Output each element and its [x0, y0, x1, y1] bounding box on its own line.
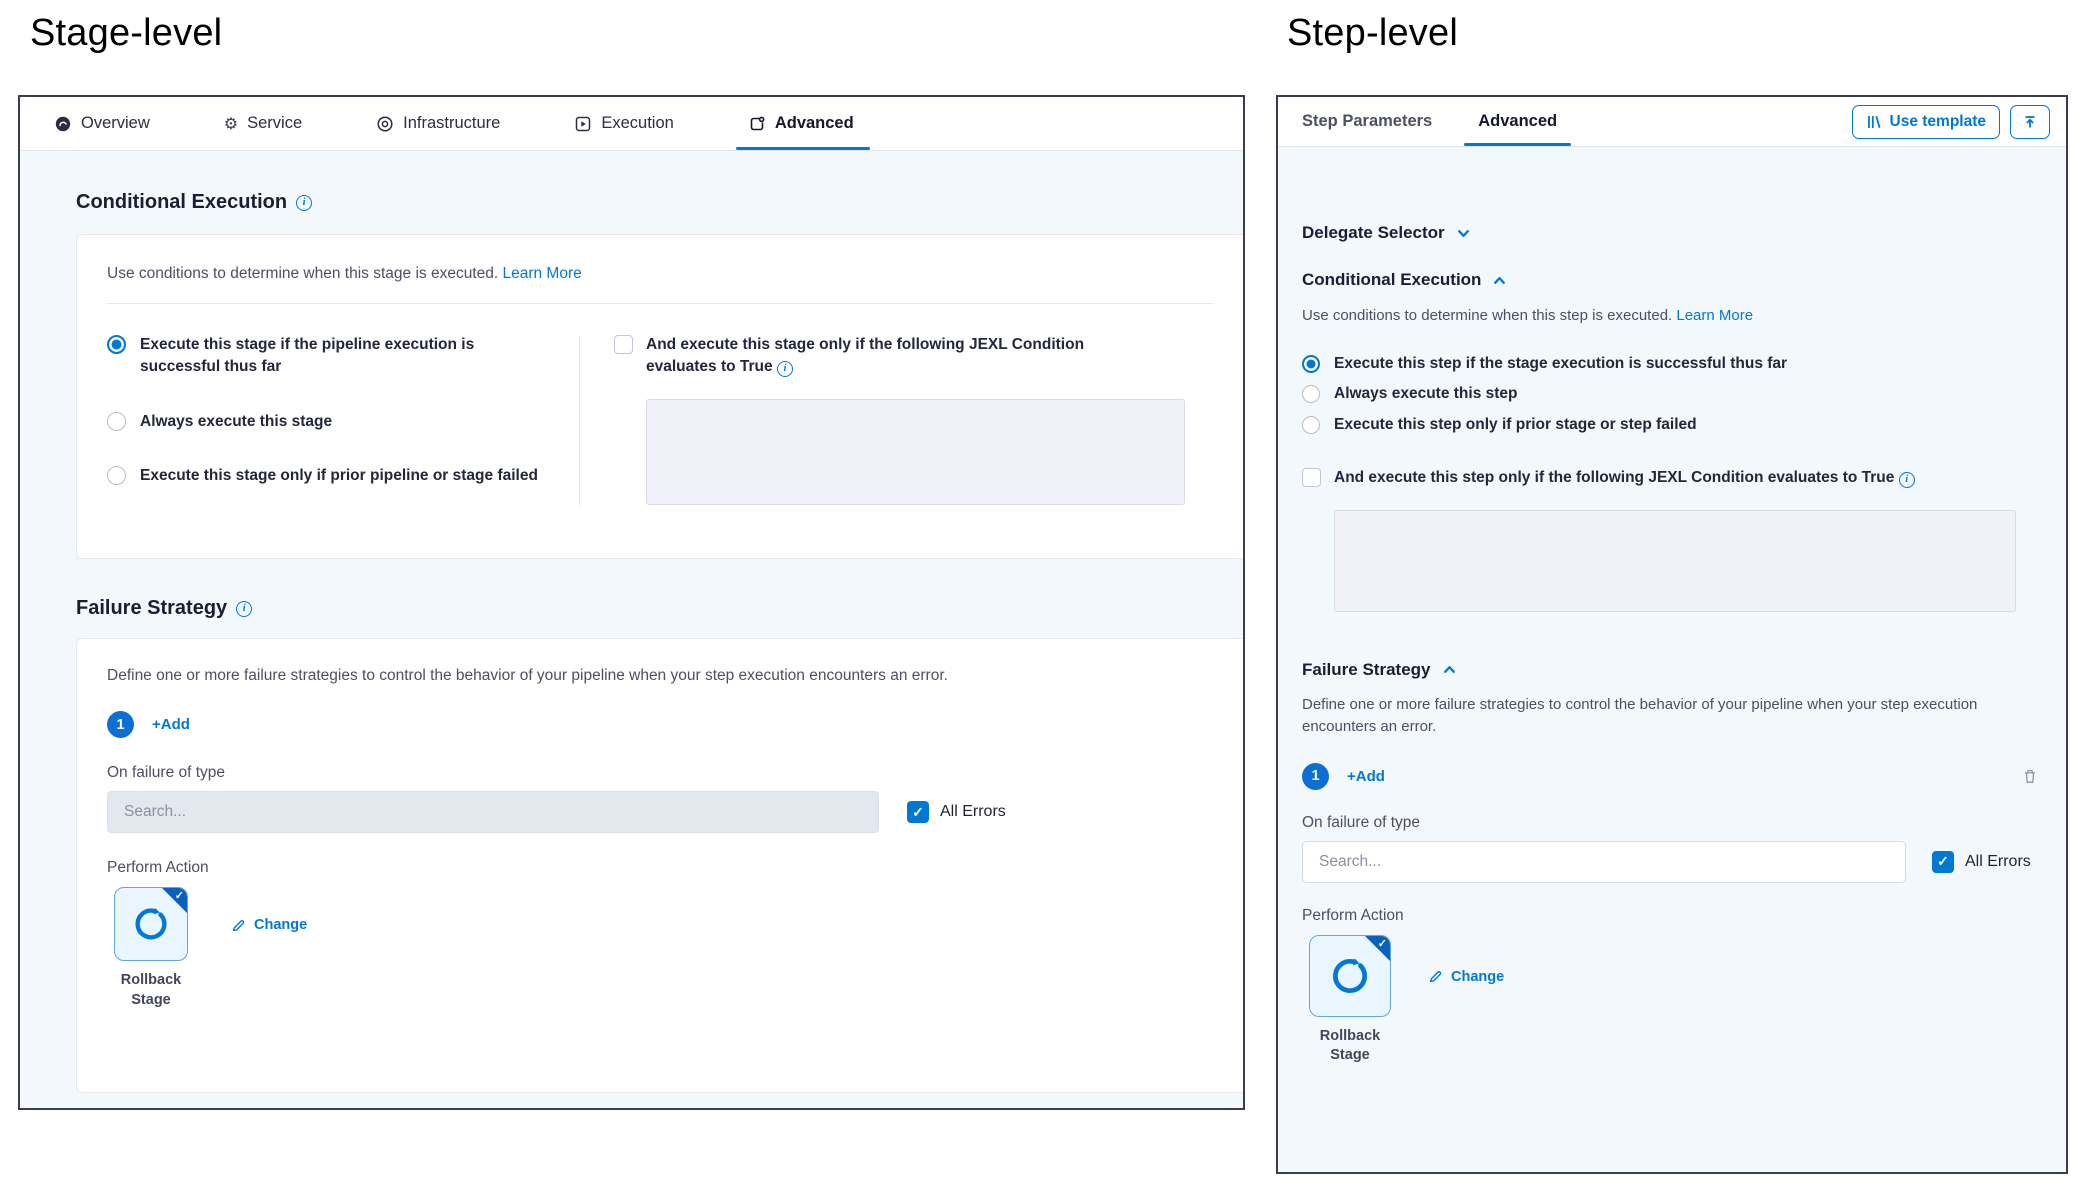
all-errors-checkbox[interactable]: ✓: [907, 801, 929, 823]
failure-type-search-input[interactable]: [1302, 841, 1906, 883]
change-action-link[interactable]: Change: [231, 915, 307, 935]
chevron-up-icon: [1492, 273, 1507, 288]
radio-option-prior-failed[interactable]: Execute this step only if prior stage or step failed: [1302, 416, 2042, 435]
radio-option-prior-failed[interactable]: Execute this stage only if prior pipeline or stage failed: [107, 465, 553, 487]
radio-unselected[interactable]: [1302, 416, 1320, 434]
advanced-icon: [748, 115, 766, 133]
tab-step-parameters[interactable]: [1302, 97, 1432, 146]
failure-strategy-description: Define one or more failure strategies to control the behavior of your pipeline when your step execution encounters an error.: [1302, 695, 1978, 736]
failure-strategy-card: [76, 638, 1243, 1093]
check-icon: ✓: [1377, 937, 1387, 950]
jexl-condition-checkbox-row[interactable]: And execute this stage only if the following JEXL Condition evaluates to True i: [614, 334, 1185, 379]
perform-action-label: Perform Action: [107, 859, 209, 876]
chevron-down-icon: [1456, 226, 1471, 241]
execution-icon: [574, 115, 592, 133]
conditional-execution-header[interactable]: Conditional Execution: [1302, 270, 2042, 290]
tab-infrastructure[interactable]: [376, 97, 500, 150]
save-as-template-button[interactable]: [2010, 105, 2050, 139]
radio-option-always-execute[interactable]: Always execute this step: [1302, 385, 2042, 404]
execution-condition-radio-group: [107, 334, 553, 505]
conditional-execution-title: Conditional Execution i: [76, 191, 1243, 214]
tab-label: Infrastructure: [403, 114, 501, 132]
change-action-link[interactable]: Change: [1428, 967, 1504, 987]
check-icon: ✓: [174, 890, 184, 902]
pencil-icon: [231, 918, 246, 933]
tab-label: Service: [247, 114, 303, 132]
radio-option-pipeline-success[interactable]: Execute this stage if the pipeline execution is successful thus far: [107, 334, 553, 379]
tab-label: Advanced: [774, 114, 854, 132]
info-icon[interactable]: i: [1899, 472, 1915, 488]
all-errors-checkbox-row[interactable]: ✓ All Errors: [907, 801, 1006, 823]
pencil-icon: [1428, 969, 1443, 984]
tab-label: Overview: [81, 114, 150, 132]
rollback-stage-action-tile[interactable]: [114, 887, 188, 961]
conditional-execution-description: Use conditions to determine when this step is executed. Learn More: [1302, 307, 1754, 324]
failure-type-search-input[interactable]: [107, 791, 879, 833]
action-tile-label: Rollback Stage: [1319, 1027, 1381, 1064]
tab-label: Advanced: [1478, 112, 1558, 130]
radio-option-always-execute[interactable]: Always execute this stage: [107, 411, 553, 433]
service-icon: ⚙: [223, 115, 239, 133]
stage-advanced-content: [20, 151, 1243, 1108]
stage-tab-bar: [20, 97, 1243, 151]
learn-more-link[interactable]: Learn More: [1676, 307, 1754, 324]
step-advanced-content: [1278, 147, 2066, 1172]
jexl-checkbox[interactable]: [614, 335, 633, 354]
trash-icon: [2022, 768, 2038, 785]
tab-label: Execution: [601, 114, 674, 132]
stage-level-heading: Stage-level: [30, 12, 223, 54]
use-template-button[interactable]: Use template: [1852, 105, 2000, 139]
radio-option-stage-success[interactable]: Execute this step if the stage execution is successful thus far: [1302, 355, 2042, 374]
tab-overview[interactable]: [54, 97, 150, 150]
chevron-up-icon: [1442, 662, 1457, 677]
jexl-condition-textarea[interactable]: [1334, 510, 2016, 612]
radio-unselected[interactable]: [107, 466, 126, 485]
conditional-execution-description: Use conditions to determine when this stage is executed. Learn More: [107, 265, 582, 282]
jexl-condition-checkbox-row[interactable]: And execute this step only if the following JEXL Condition evaluates to True i: [1302, 467, 2042, 489]
strategy-count-badge[interactable]: 1: [1302, 763, 1329, 790]
infrastructure-icon: [376, 115, 394, 133]
tab-label: Step Parameters: [1302, 112, 1433, 130]
radio-unselected[interactable]: [1302, 385, 1320, 403]
radio-selected[interactable]: [1302, 355, 1320, 373]
failure-strategy-title: Failure Strategy i: [76, 597, 1243, 620]
failure-strategy-header[interactable]: Failure Strategy: [1302, 660, 2042, 680]
add-strategy-button[interactable]: +Add: [1347, 767, 1385, 785]
jexl-checkbox[interactable]: [1302, 468, 1321, 487]
delegate-selector-header[interactable]: Delegate Selector: [1302, 223, 2042, 243]
add-strategy-button[interactable]: +Add: [152, 716, 190, 733]
perform-action-label: Perform Action: [1302, 906, 1404, 924]
delete-strategy-button[interactable]: [2022, 768, 2038, 785]
info-icon[interactable]: i: [777, 361, 793, 377]
radio-selected[interactable]: [107, 335, 126, 354]
tab-advanced[interactable]: [1478, 97, 1557, 146]
action-tile-label: Rollback Stage: [120, 972, 182, 1008]
all-errors-checkbox[interactable]: ✓: [1932, 851, 1954, 873]
tab-execution[interactable]: [574, 97, 673, 150]
rollback-stage-action-tile[interactable]: [1309, 935, 1391, 1017]
stage-advanced-panel: [18, 95, 1245, 1110]
all-errors-checkbox-row[interactable]: ✓ All Errors: [1932, 851, 2031, 873]
jexl-condition-textarea[interactable]: [646, 399, 1185, 505]
overview-icon: [54, 115, 72, 133]
radio-unselected[interactable]: [107, 412, 126, 431]
info-icon[interactable]: i: [296, 195, 312, 211]
execution-condition-radio-group: [1302, 355, 2042, 435]
step-advanced-panel: [1276, 95, 2068, 1174]
upload-icon: [2022, 114, 2038, 130]
tab-service[interactable]: [224, 97, 302, 150]
divider: [107, 303, 1213, 304]
failure-strategy-description: Define one or more failure strategies to control the behavior of your pipeline when your step execution encounters an error.: [107, 667, 948, 684]
conditional-execution-card: [76, 234, 1243, 559]
on-failure-of-type-label: On failure of type: [107, 764, 226, 781]
template-library-icon: [1866, 114, 1882, 130]
learn-more-link[interactable]: Learn More: [502, 265, 582, 282]
tab-advanced[interactable]: [748, 97, 854, 150]
on-failure-of-type-label: On failure of type: [1302, 813, 1421, 831]
step-level-heading: Step-level: [1287, 12, 1458, 54]
strategy-count-badge[interactable]: 1: [107, 711, 134, 738]
info-icon[interactable]: i: [236, 601, 252, 617]
vertical-divider: [579, 336, 580, 505]
step-tab-bar: [1278, 97, 2066, 147]
